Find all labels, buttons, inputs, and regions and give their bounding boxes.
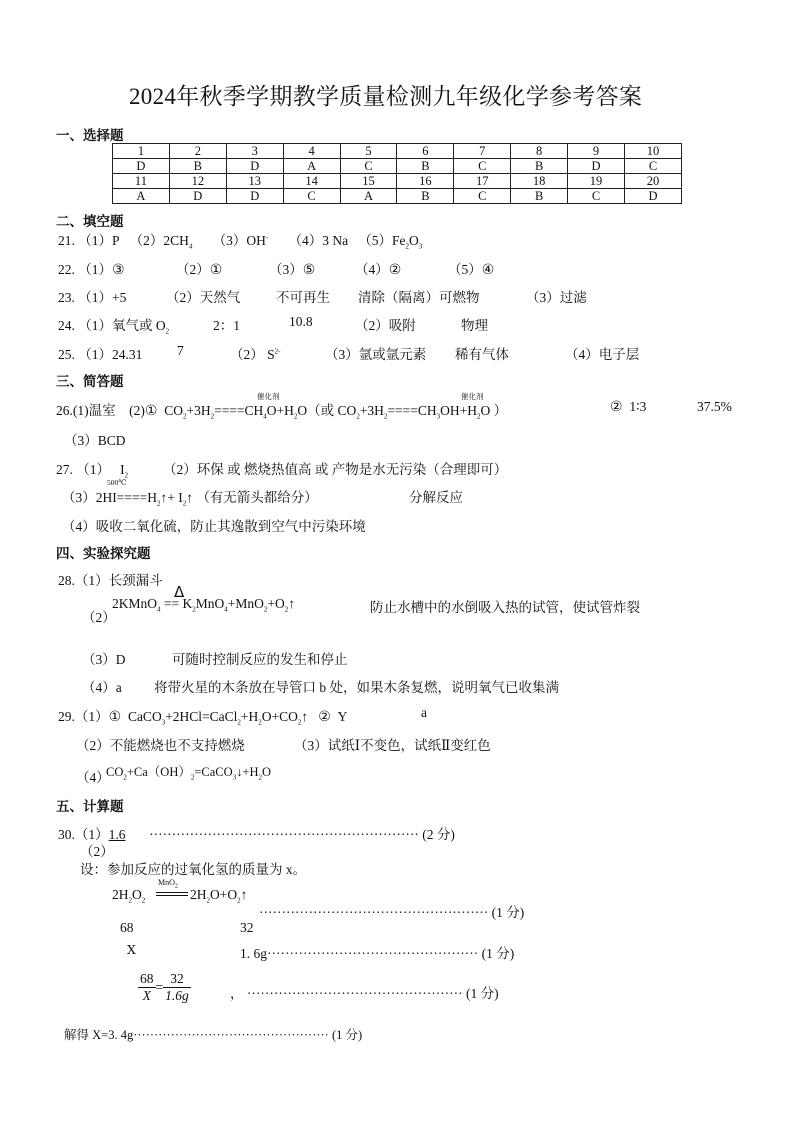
table-row: [113, 174, 682, 189]
q25-answer-5: 稀有气体: [455, 347, 509, 362]
table-cell: A: [113, 189, 170, 204]
q21-answer-3: （3）OH: [212, 233, 266, 248]
q29-answer-a: a: [421, 705, 427, 720]
table-cell: A: [340, 189, 397, 204]
q24-answer-3: 10.8: [289, 314, 313, 329]
q30-fraction-right-num: 32: [163, 971, 191, 988]
q22-part-3: [269, 258, 315, 278]
q28-eq-part: MnO: [195, 596, 225, 611]
q30-catalyst: [158, 878, 178, 890]
q29-circle-1: ①: [108, 709, 122, 725]
table-cell: 5: [340, 144, 397, 159]
q29-eq-part: CaCO: [127, 709, 162, 724]
q22-part-5: [448, 258, 494, 278]
q30-eq-part: 2H: [112, 887, 129, 902]
table-row: [113, 159, 682, 174]
q22-answer-2: ①: [209, 262, 223, 278]
q26-eq-part: CO: [164, 403, 183, 418]
q27-eq-part: ↑+ I: [160, 490, 183, 505]
q29-eq2-part: O: [262, 765, 272, 779]
q26-eq-part: ====CH: [387, 403, 437, 418]
q27-line-1: 27. （1） $I_2$: [56, 462, 129, 480]
table-cell: C: [454, 159, 511, 174]
q23-answer-1: （1）+5: [78, 290, 127, 305]
q23-answer-3: 不可再生: [276, 290, 330, 305]
table-cell: D: [568, 159, 625, 174]
q28-answer-4-method: 将带火星的木条放在导管口 b 处，如果木条复燃，说明氧气已收集满: [154, 680, 559, 695]
q28-heat-symbol: Δ: [174, 583, 185, 601]
q22-label-1: （1）: [78, 262, 112, 277]
q30-unknown-x: X: [127, 942, 136, 957]
q29-eq-part: +2HCl=CaCl: [165, 709, 238, 724]
q26-label-2: (2): [129, 403, 145, 418]
q27-number: 27.: [56, 462, 73, 477]
q21-answer-4: （4）3 Na: [288, 233, 349, 248]
q21-answer-3-sup: -: [265, 233, 269, 242]
q29-circle-2: ②: [318, 709, 331, 725]
table-cell: B: [397, 189, 454, 204]
table-row: [113, 144, 682, 159]
q26-answer-3: （3）BCD: [64, 433, 126, 448]
table-cell: 16: [397, 174, 454, 189]
table-cell: 18: [511, 174, 568, 189]
q29-label-4: （4）: [76, 770, 110, 785]
table-cell: 15: [340, 174, 397, 189]
q30-eq-line-top: [156, 892, 188, 893]
q30-mass-given: 1. 6g··············································· (1 分): [240, 946, 515, 961]
q26-eq-part: ====CH: [214, 403, 264, 418]
q28-answer-2: 防止水槽中的水倒吸入热的试管，使试管炸裂: [370, 600, 640, 615]
q21-answer-5: （5）Fe: [358, 233, 406, 248]
q28-eq-part: +O: [267, 596, 285, 611]
q29-answer-2: （2）不能燃烧也不支持燃烧: [76, 738, 245, 753]
q30-molar-68: 68: [120, 920, 134, 935]
q24-answer-1-sub: 2: [165, 327, 170, 336]
table-cell: D: [169, 189, 226, 204]
q26-eq-part: O ）: [480, 403, 508, 418]
q29-label-1: （1）: [74, 709, 109, 724]
table-cell: 9: [568, 144, 625, 159]
q25-answer-3-sup: 2-: [274, 347, 281, 356]
table-cell: C: [283, 189, 340, 204]
q27-eq-part: （3）2HI====H: [62, 490, 157, 505]
q27-answer-1: I: [120, 462, 125, 477]
q30-eq-part: 2H: [190, 887, 207, 902]
table-cell: C: [340, 159, 397, 174]
table-cell: B: [169, 159, 226, 174]
q22-label-4: （4）: [355, 262, 389, 277]
q29-eq-part: ↑: [301, 709, 309, 724]
q30-fraction-right: [163, 971, 191, 1004]
q25-number: 25.: [58, 347, 75, 362]
q28-eq-part: +MnO: [227, 596, 264, 611]
q28-equation: 2KMnO$_4$ == $K_2MnO_4+MnO_2+O_2↑$: [112, 596, 296, 614]
q21-answer-5-sub2: 3: [418, 242, 423, 251]
q30-eq-part: O: [132, 887, 142, 902]
q23-line: [58, 286, 126, 306]
q29-answer-3: （3）试纸Ⅰ不变色，试纸Ⅱ变红色: [294, 738, 491, 753]
q24-answer-4: （2）吸附: [355, 318, 416, 333]
q26-catalyst-label-2: 催化剂: [461, 392, 484, 401]
q25-answer-6: （4）电子层: [565, 347, 640, 362]
q24-answer-2: 2：1: [213, 318, 240, 333]
q22-part-2: [176, 258, 222, 278]
q21-answer-2: （2）2CH: [129, 233, 189, 248]
q26-answer-ratio: 1∶3: [629, 399, 647, 414]
q22-answer-4: ②: [388, 262, 402, 278]
q28-answer-3: （3）D: [82, 652, 126, 667]
table-cell: D: [226, 189, 283, 204]
table-cell: B: [511, 159, 568, 174]
q21-answer-5-mid: O: [409, 233, 419, 248]
q26-answer-1: (1)温室: [72, 403, 116, 418]
q24-answer-1: （1）氧气或 O: [78, 318, 166, 333]
q29-answer-y: Y: [337, 709, 348, 724]
q29-eq2-part: CO: [106, 765, 124, 779]
q26-eq-part: O+H: [266, 403, 294, 418]
q21-answer-5-sub1: 2: [405, 242, 409, 251]
q30-score-proportion: ， ················································ (1 分): [230, 986, 499, 1001]
q23-answer-4: 清除（隔离）可燃物: [358, 290, 480, 305]
table-cell: 3: [226, 144, 283, 159]
q30-solution: 解得 X=3. 4g··············································· (1 分): [64, 1028, 363, 1042]
table-cell: D: [226, 159, 283, 174]
table-cell: C: [568, 189, 625, 204]
table-cell: B: [397, 159, 454, 174]
q25-answer-2: 7: [177, 343, 184, 358]
q22-answer-3: ⑤: [302, 262, 316, 278]
q30-equals: =: [155, 979, 164, 995]
q27-eq-part: ↑ （有无箭头都给分）: [186, 490, 318, 505]
table-cell: 11: [113, 174, 170, 189]
table-cell: 14: [283, 174, 340, 189]
q30-eq-part: O+O: [210, 887, 238, 902]
q27-line-3: $(3)2HI====H_2↑+$ $I_2↑$ （有无箭头都给分）: [62, 490, 318, 508]
q22-part-4: [355, 258, 401, 278]
q28-eq-part: == K: [160, 596, 193, 611]
q27-reaction-type: 分解反应: [409, 490, 463, 505]
table-cell: C: [625, 159, 682, 174]
q22-answer-5: ④: [481, 262, 495, 278]
q30-fraction-right-den: 1.6g: [165, 988, 189, 1003]
q28-label-2: （2）: [82, 610, 116, 625]
q21-answer-1: （1）P: [78, 233, 120, 248]
q30-label-1: （1）: [74, 827, 109, 842]
q28-answer-3-reason: 可随时控制反应的发生和停止: [172, 652, 348, 667]
q25-answer-1: （1）24.31: [78, 347, 143, 362]
q30-equation-products: $2H_2O+O_2↑$: [190, 887, 248, 905]
table-cell: 7: [454, 144, 511, 159]
q24-line: [58, 314, 169, 336]
q21-line: [58, 229, 422, 251]
table-cell: 10: [625, 144, 682, 159]
q30-line-1: [58, 823, 455, 843]
table-row: [113, 189, 682, 204]
q30-assumption: 设：参加反应的过氧化氢的质量为 x。: [80, 862, 307, 877]
q30-number: 30.: [58, 827, 75, 842]
q30-equation: $2H_2O_2$: [112, 887, 146, 905]
q25-line: [58, 343, 142, 363]
q27-label-1: （1）: [76, 462, 110, 477]
q26-line: 26.(1)温室 (2)① $CO_2+3H_2====CH_4O+H_2O$（或 $CO_2+3H_2====CH_3OH+H_2O$ ）: [56, 403, 508, 421]
table-cell: 13: [226, 174, 283, 189]
table-cell: D: [625, 189, 682, 204]
q30-catalyst-text: MnO: [158, 878, 175, 887]
table-cell: 1: [113, 144, 170, 159]
q25-answer-3: （2） S: [230, 347, 275, 362]
q23-number: 23.: [58, 290, 75, 305]
q26-circle-2: ②: [610, 399, 623, 415]
q25-answer-4: （3）氩或氩元素: [325, 347, 427, 362]
q29-eq2-part: =CaCO: [194, 765, 233, 779]
q28-eq-part: ↑: [288, 596, 296, 611]
q29-eq-part: +H: [240, 709, 259, 724]
q30-answer-1: 1.6: [108, 827, 126, 842]
q24-number: 24.: [58, 318, 75, 333]
q30-score-eq: ··················································· (1 分): [259, 905, 525, 920]
choice-answer-table: [112, 143, 682, 204]
q22-label-3: （3）: [269, 262, 303, 277]
q30-catalyst-sub: 2: [174, 883, 178, 890]
q23-answer-5: （3）过滤: [526, 290, 587, 305]
q26-eq-part: +3H: [359, 403, 384, 418]
q26-number: 26.: [56, 403, 73, 418]
section-heading-choice: 一、选择题: [56, 128, 124, 144]
q26-eq-part: O（或 CO: [297, 403, 357, 418]
table-cell: 19: [568, 174, 625, 189]
q30-score-1: ···························································· (2 分): [149, 827, 455, 842]
q28-line-1: [58, 569, 163, 589]
q24-answer-5: 物理: [461, 318, 488, 333]
q27-condition-label: 500℃: [107, 478, 127, 487]
q26-circle-1: ①: [144, 403, 158, 419]
q28-number: 28.: [58, 573, 75, 588]
table-cell: 4: [283, 144, 340, 159]
table-cell: A: [283, 159, 340, 174]
q22-label-5: （5）: [448, 262, 482, 277]
q21-number: 21.: [58, 233, 75, 248]
q29-eq-part: O+CO: [261, 709, 298, 724]
section-heading-calculation: 五、计算题: [56, 799, 124, 815]
q26-part-3: [610, 399, 646, 415]
q30-label-2: （2）: [80, 844, 114, 859]
q29-equation-2: $CO_2+Ca(OH)_2=CaCO_3↓+H_2O$: [106, 765, 272, 782]
q30-molar-32: 32: [240, 920, 254, 935]
table-cell: D: [113, 159, 170, 174]
q29-number: 29.: [58, 709, 75, 724]
page-title: 2024年秋季学期教学质量检测九年级化学参考答案: [129, 84, 643, 109]
q29-line-1: 29.（1）① $CaCO_3+2HCl=CaCl_2+H_2O+CO_2↑$ ② Y: [58, 709, 348, 727]
q30-eq-part: ↑: [240, 887, 248, 902]
q22-line: [58, 258, 125, 278]
table-cell: C: [454, 189, 511, 204]
q28-answer-1: （1）长颈漏斗: [74, 573, 163, 588]
table-cell: 6: [397, 144, 454, 159]
q22-answer-1: ③: [112, 262, 125, 278]
q26-answer-percent: 37.5%: [697, 399, 732, 414]
q23-answer-2: （2）天然气: [166, 290, 241, 305]
table-cell: 2: [169, 144, 226, 159]
q30-eq-line-bottom: [156, 895, 188, 896]
q22-label-2: （2）: [176, 262, 210, 277]
q22-number: 22.: [58, 262, 75, 277]
q27-answer-4: （4）吸收二氧化硫，防止其逸散到空气中污染环境: [62, 519, 366, 534]
q26-eq-part: +3H: [186, 403, 211, 418]
q28-eq-part: 2KMnO: [112, 596, 158, 611]
q29-eq2-part: +Ca（OH）: [126, 765, 191, 779]
table-cell: 12: [169, 174, 226, 189]
q21-answer-2-sub: 4: [188, 242, 193, 251]
section-heading-short-answer: 三、简答题: [56, 374, 124, 390]
q25-part-3: [230, 343, 280, 363]
q30-fraction-left-den: X: [142, 988, 151, 1003]
q26-eq-part: OH+H: [440, 403, 478, 418]
table-cell: 17: [454, 174, 511, 189]
section-heading-experiment: 四、实验探究题: [56, 546, 151, 562]
q29-eq2-part: ↓+H: [236, 765, 259, 779]
q30-fraction-left-num: 68: [140, 971, 154, 986]
q26-catalyst-label-1: 催化剂: [257, 392, 280, 401]
table-cell: 8: [511, 144, 568, 159]
q30-fraction-left: [138, 971, 156, 1004]
q27-answer-2: （2）环保 或 燃烧热值高 或 产物是水无污染（合理即可）: [163, 462, 508, 477]
q30-proportion: [138, 971, 191, 1004]
section-heading-fill: 二、填空题: [56, 214, 124, 230]
q28-answer-4: （4）a: [82, 680, 122, 695]
table-cell: B: [511, 189, 568, 204]
table-cell: 20: [625, 174, 682, 189]
